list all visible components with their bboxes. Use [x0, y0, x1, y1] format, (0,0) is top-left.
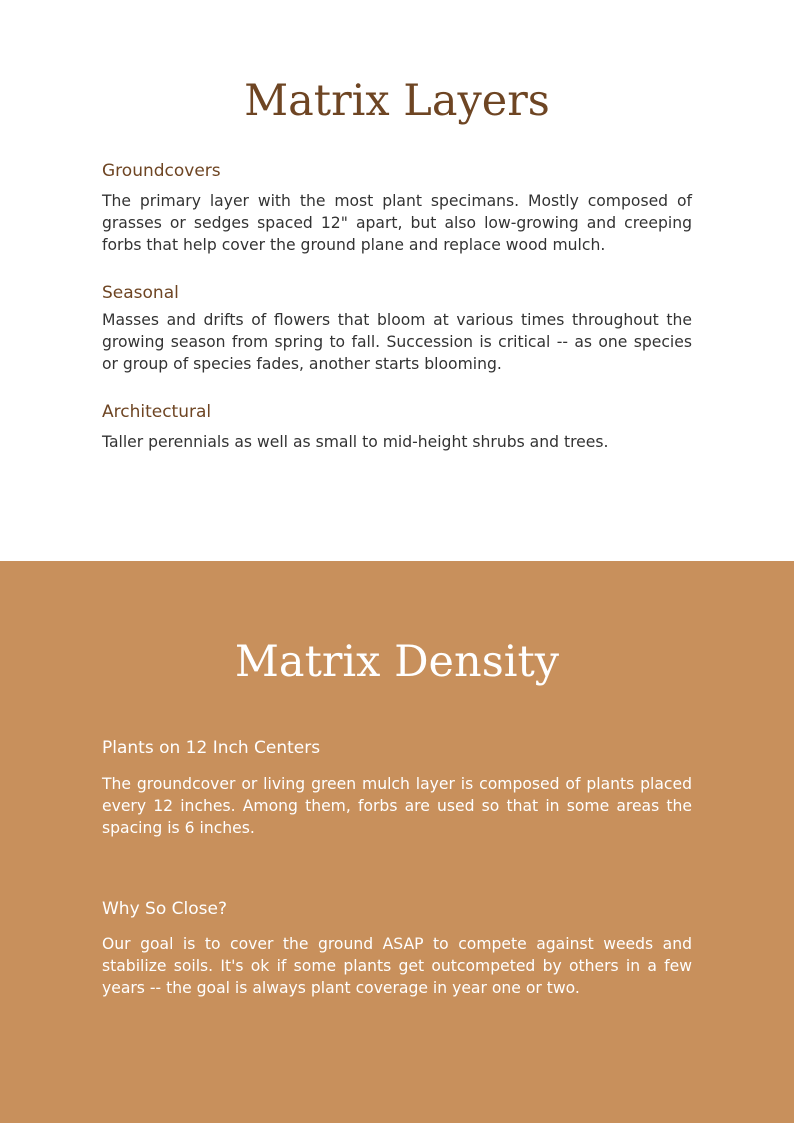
why-so-close-heading: Why So Close?	[102, 899, 227, 919]
matrix-layers-section	[0, 0, 794, 561]
seasonal-heading: Seasonal	[102, 283, 179, 303]
matrix-density-title: Matrix Density	[234, 637, 560, 687]
groundcovers-heading: Groundcovers	[102, 161, 221, 181]
architectural-text: Taller perennials as well as small to mid-height shrubs and trees.	[102, 433, 609, 451]
groundcovers-text: The primary layer with the most plant specimans. Mostly composed of grasses or sedges spaced 12" apart, but also low-growing and creeping forbs that help cover the ground plane and replace wood mulch.	[102, 192, 692, 254]
seasonal-text: Masses and drifts of flowers that bloom at various times throughout the growing season from spring to fall. Succession is critical -- as one species or group of species fades, another starts blooming.	[102, 311, 692, 373]
matrix-layers-title: Matrix Layers	[244, 76, 550, 126]
centers-text: The groundcover or living green mulch layer is composed of plants placed every 12 inches. Among them, forbs are used so that in some areas the spacing is 6 inches.	[102, 775, 692, 837]
architectural-heading: Architectural	[102, 402, 212, 422]
centers-heading: Plants on 12 Inch Centers	[102, 738, 321, 758]
matrix-density-section	[0, 561, 794, 1123]
why-so-close-text: Our goal is to cover the ground ASAP to compete against weeds and stabilize soils. It's ok if some plants get outcompeted by others in a few years -- the goal is always plant coverage in year one or two.	[102, 935, 692, 997]
